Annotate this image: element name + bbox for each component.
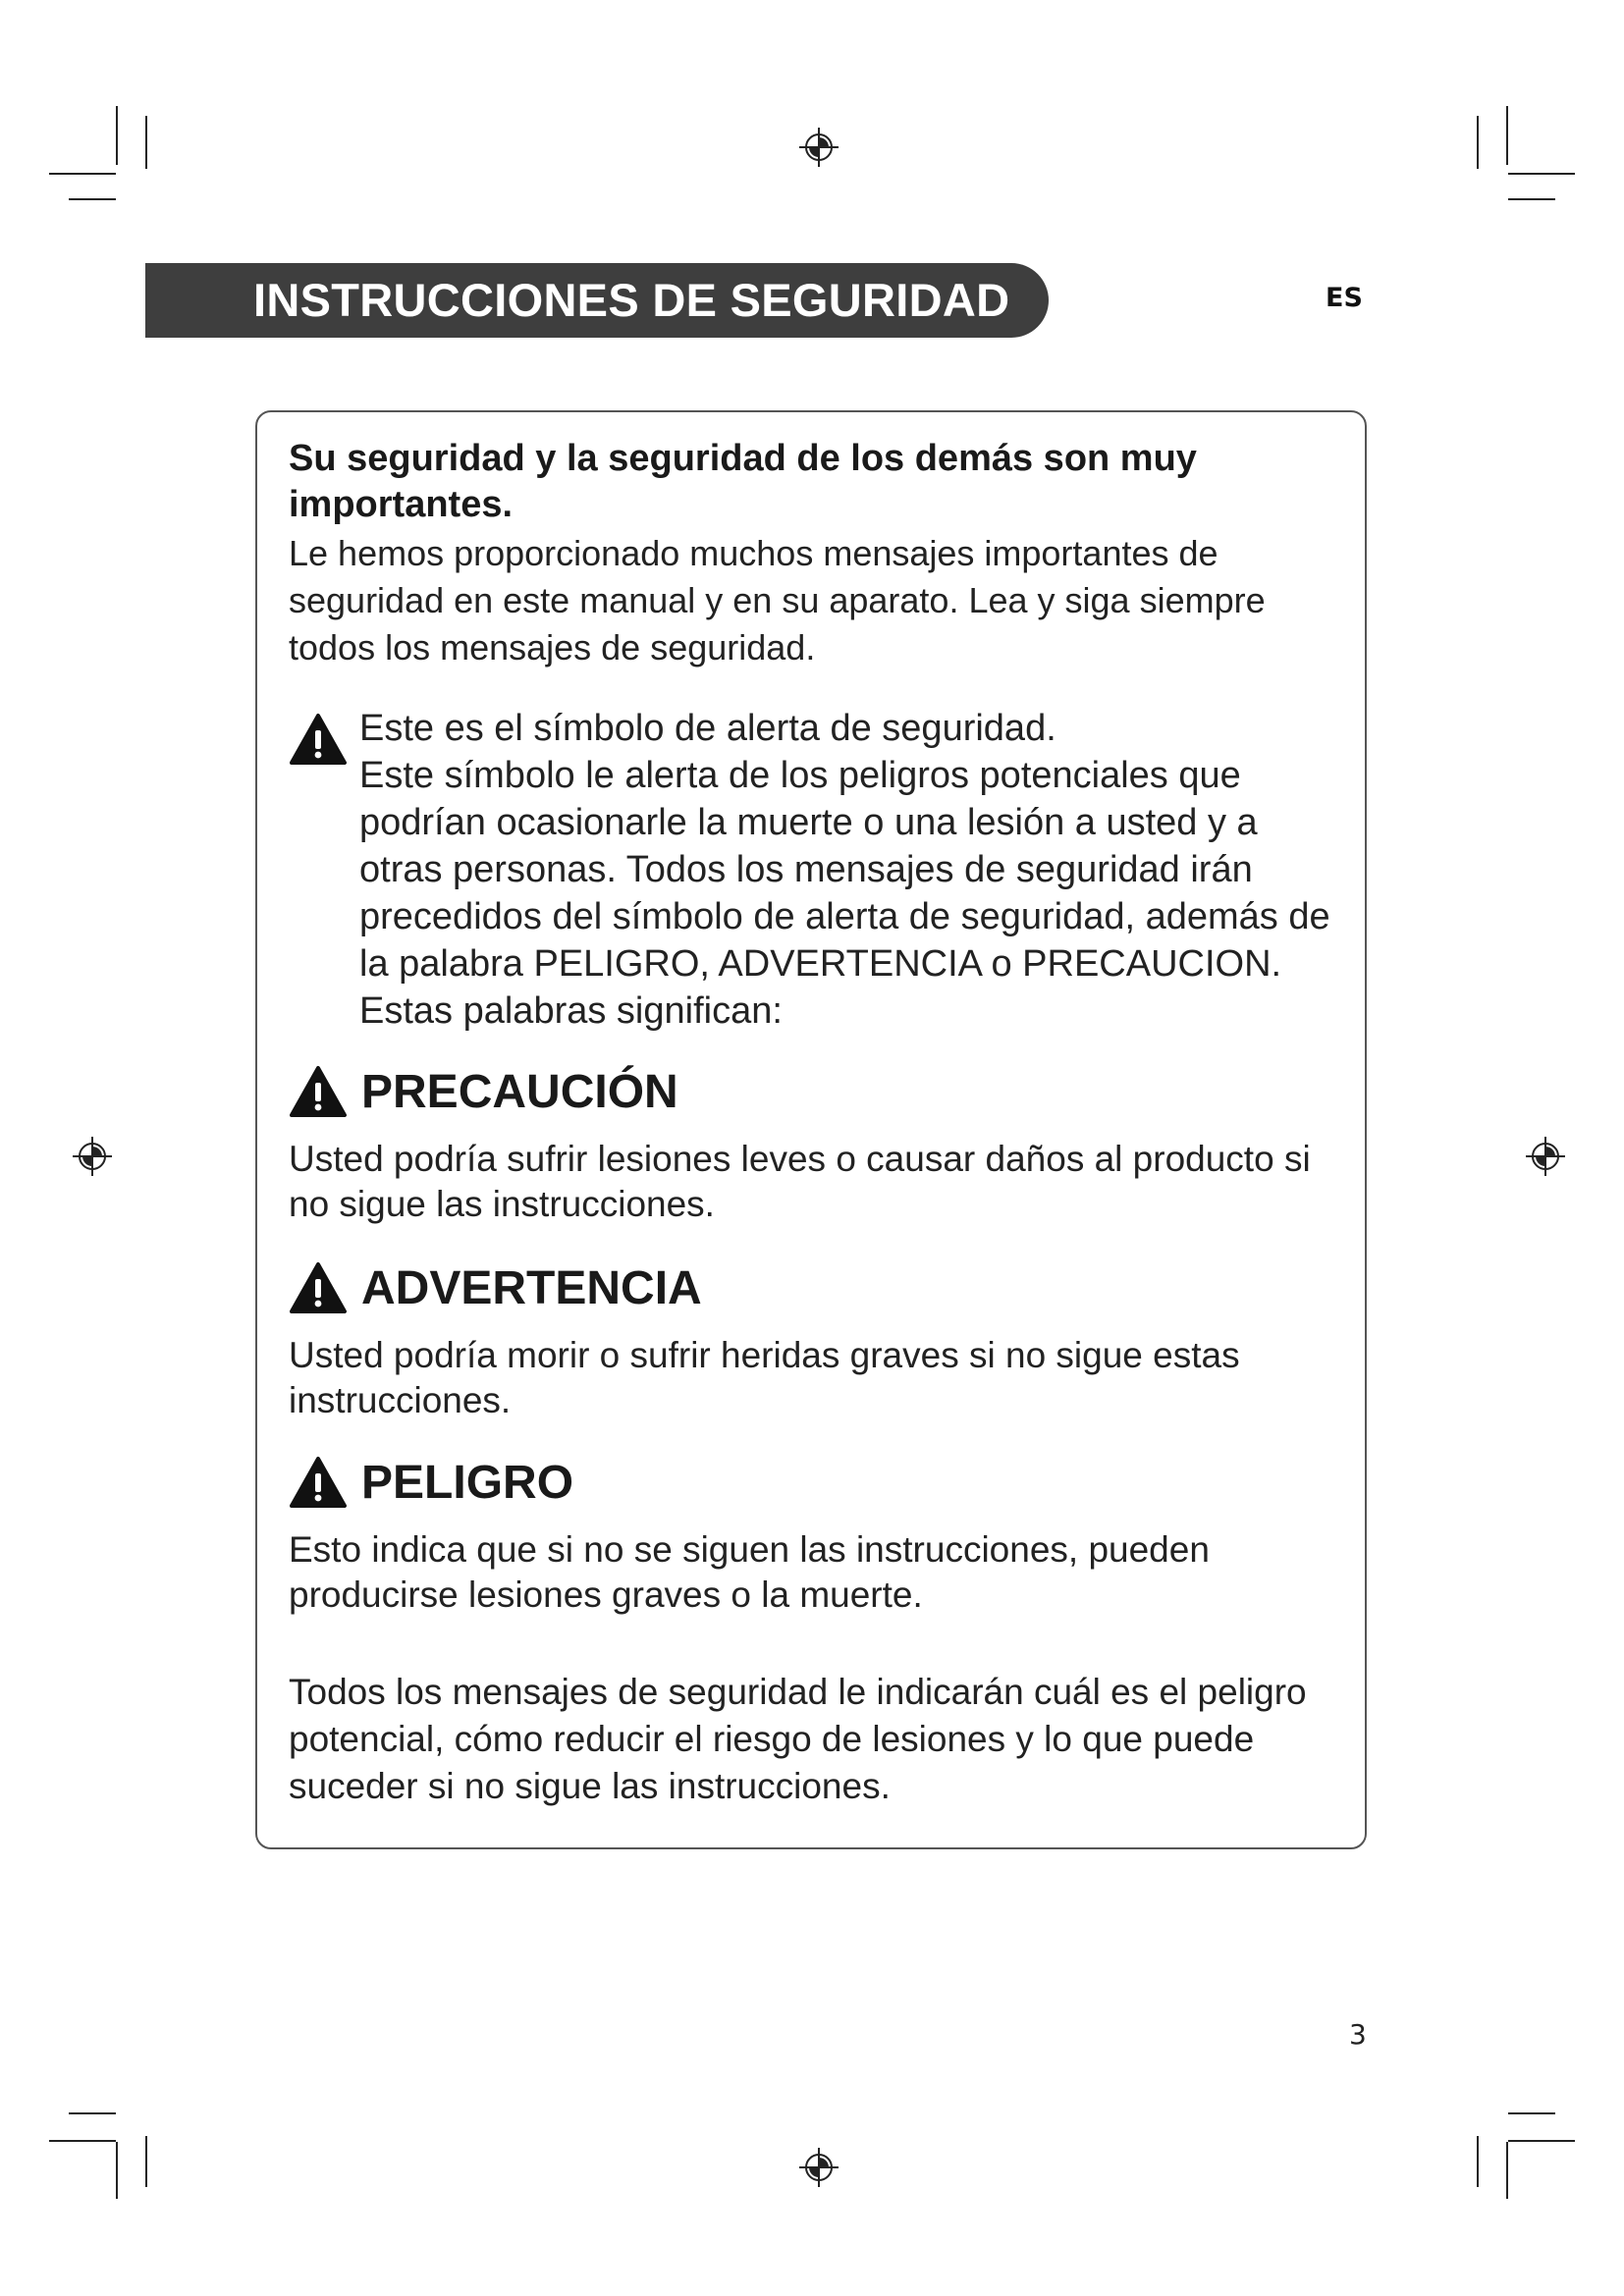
- section-title: INSTRUCCIONES DE SEGURIDAD: [253, 274, 1010, 326]
- crop-mark: [1508, 2112, 1555, 2114]
- signal-description: Usted podría morir o sufrir heridas graves si no sigue estas instrucciones.: [289, 1335, 1240, 1420]
- registration-mark-icon: [1524, 1135, 1567, 1178]
- crop-mark: [1506, 106, 1508, 165]
- crop-mark: [1508, 198, 1555, 200]
- page-number: 3: [1349, 2018, 1367, 2051]
- signal-label: ADVERTENCIA: [361, 1261, 702, 1314]
- crop-mark: [1506, 2142, 1508, 2199]
- crop-mark: [116, 106, 118, 165]
- crop-mark: [49, 2140, 116, 2142]
- signal-heading-precaucion: [289, 1062, 678, 1121]
- registration-mark-icon: [797, 126, 840, 169]
- crop-mark: [1477, 2136, 1479, 2187]
- crop-mark: [1508, 173, 1575, 175]
- alert-symbol-line: Este es el símbolo de alerta de seguridad.: [359, 708, 1056, 749]
- crop-mark: [69, 198, 116, 200]
- warning-triangle-icon: [289, 1065, 348, 1118]
- intro-paragraph: Le hemos proporcionado muchos mensajes importantes de seguridad en este manual y en su aparato. Lea y siga siempre todos los mensajes de seguridad.: [289, 533, 1266, 667]
- safety-info-box: [255, 410, 1367, 1849]
- signal-description: Esto indica que si no se siguen las instrucciones, pueden producirse lesiones graves o la muerte.: [289, 1529, 1210, 1615]
- crop-mark: [145, 116, 147, 169]
- section-header-bar: [145, 263, 1049, 338]
- language-code: ES: [1326, 283, 1363, 313]
- warning-triangle-icon: [289, 713, 348, 766]
- signal-label: PELIGRO: [361, 1456, 574, 1509]
- registration-mark-icon: [797, 2146, 840, 2189]
- warning-triangle-icon: [289, 1261, 348, 1314]
- closing-paragraph: Todos los mensajes de seguridad le indicarán cuál es el peligro potencial, cómo reducir el riesgo de lesiones y lo que puede suceder si no sigue las instrucciones.: [289, 1672, 1307, 1806]
- crop-mark: [49, 173, 116, 175]
- crop-mark: [1508, 2140, 1575, 2142]
- signal-heading-advertencia: [289, 1258, 702, 1317]
- intro-heading: Su seguridad y la seguridad de los demás son muy importantes.: [289, 438, 1197, 525]
- crop-mark: [1477, 116, 1479, 169]
- registration-mark-icon: [71, 1135, 114, 1178]
- warning-triangle-icon: [289, 1456, 348, 1509]
- signal-heading-peligro: [289, 1453, 573, 1512]
- crop-mark: [116, 2142, 118, 2199]
- crop-mark: [69, 2112, 116, 2114]
- crop-mark: [145, 2136, 147, 2187]
- signal-label: PRECAUCIÓN: [361, 1065, 678, 1118]
- alert-symbol-description: [359, 705, 1341, 1035]
- alert-symbol-paragraph: Este símbolo le alerta de los peligros potenciales que podrían ocasionarle la muerte o una lesión a usted y a otras personas. Todos los mensajes de seguridad irán precedidos del símbolo de alerta de seguridad, además de la palabra PELIGRO, ADVERTENCIA o PRECAUCION. Estas palabras significan:: [359, 755, 1330, 1032]
- signal-description: Usted podría sufrir lesiones leves o causar daños al producto si no sigue las instrucciones.: [289, 1139, 1311, 1224]
